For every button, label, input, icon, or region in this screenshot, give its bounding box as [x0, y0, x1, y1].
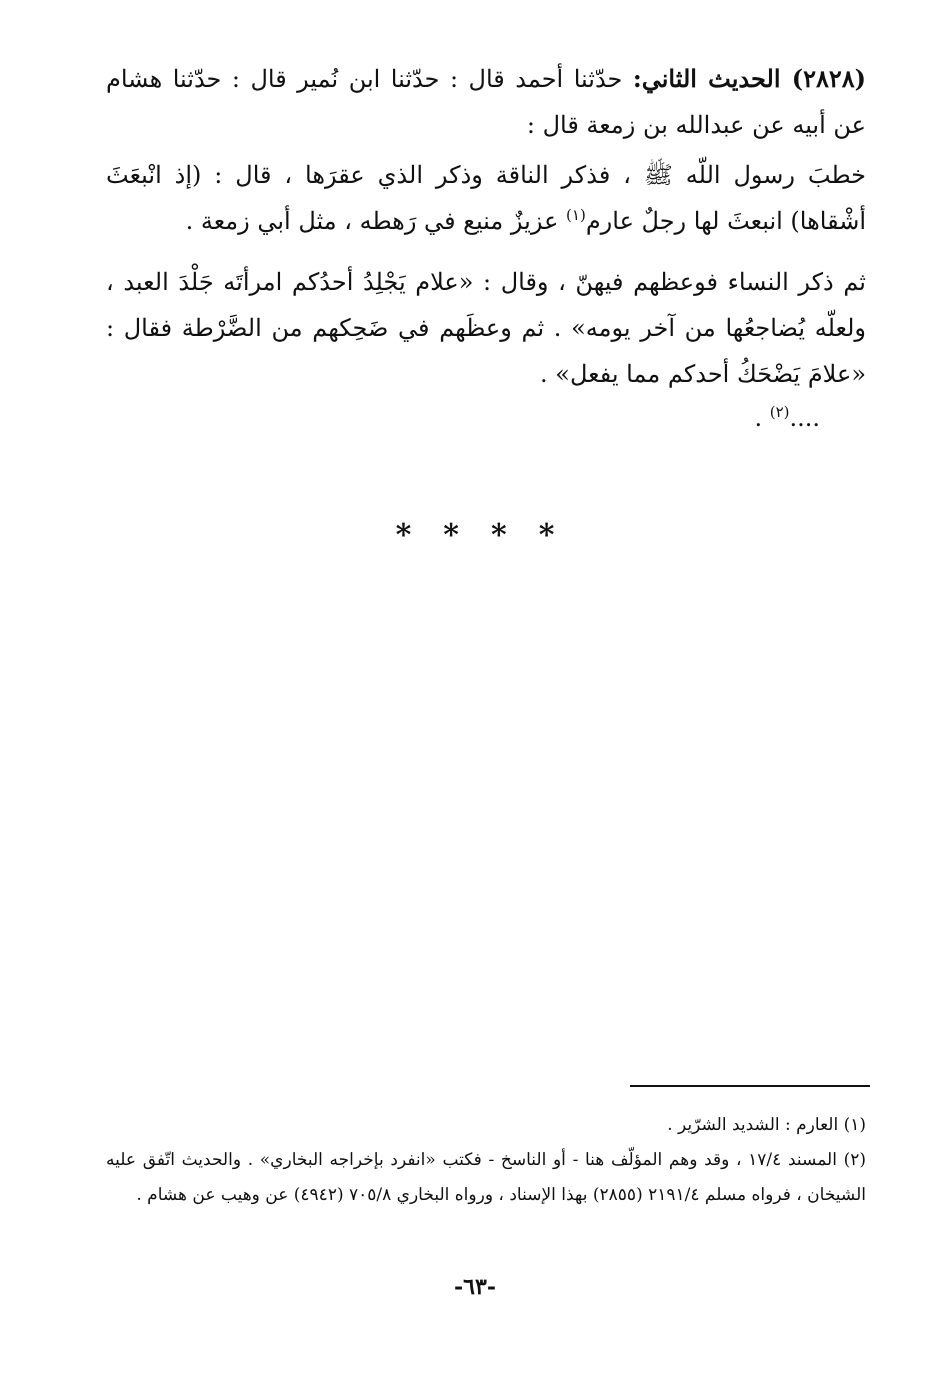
hadith-intro	[106, 56, 866, 148]
hadith-chain-text: حدّثنا أحمد قال : حدّثنا ابن نُمير قال : حدّثنا هشام عن أبيه عن عبدالله بن زمعة قال :	[106, 65, 866, 139]
hadith-number-label: (٢٨٢٨) الحديث الثاني:	[632, 64, 866, 93]
section-separator-stars	[0, 518, 950, 553]
hadith-women-text: ثم ذكر النساء فوعظهم فيهنّ ، وقال : «علام يَجْلِدُ أحدُكم امرأتَه جَلْدَ العبد ، ولعلّه يُضاجعُها من آخر يومه» . ثم وعظَهم في ضَحِكهم من الضَّرْطة فقال : «علامَ يَضْحَكُ أحدكم مما يفعل» .	[106, 268, 866, 388]
footnotes	[106, 1108, 866, 1213]
footnote-1: (١) العارم : الشديد الشرّير .	[667, 1115, 866, 1135]
footnote-2: (٢) المسند ١٧/٤ ، وقد وهم المؤلّف هنا - أو الناسخ - فكتب «انفرد بإخراجه البخاري» . والحديث اتّفق عليه الشيخان ، فرواه مسلم ٢١٩١/٤ (٢٨٥٥) بهذا الإسناد ، ورواه البخاري ٧٠٥/٨ (٤٩٤٢) عن وهيب عن هشام .	[106, 1150, 867, 1205]
footnote-ref-2[interactable]: (٢)	[769, 403, 790, 421]
separator-star: *	[538, 518, 555, 553]
hadith-paragraph-2	[106, 152, 866, 244]
hadith-paragraph-3	[106, 259, 866, 397]
ellipsis-line	[754, 398, 820, 438]
sermon-text-b: عزيزٌ منيع في رَهطه ، مثل أبي زمعة .	[185, 207, 567, 235]
separator-star: *	[443, 518, 459, 553]
hadith-sermon-text	[106, 152, 866, 244]
hadith-paragraph-1	[106, 56, 866, 148]
ellipsis-dots: ....	[789, 404, 820, 432]
footnote-ref-1[interactable]: (١)	[566, 206, 586, 224]
separator-star: *	[395, 518, 412, 553]
sermon-text-a: خطبَ رسول اللّه ﷺ ، فذكر الناقة وذكر الذي عقرَها ، قال : (إذ انْبعَثَ أشْقاها) انبعثَ لها رجلٌ عارم	[106, 161, 866, 235]
footnote-divider	[630, 1085, 870, 1087]
ellipsis-end: .	[754, 404, 770, 432]
separator-star: *	[491, 518, 507, 553]
page-number: -٦٣-	[454, 1274, 496, 1300]
